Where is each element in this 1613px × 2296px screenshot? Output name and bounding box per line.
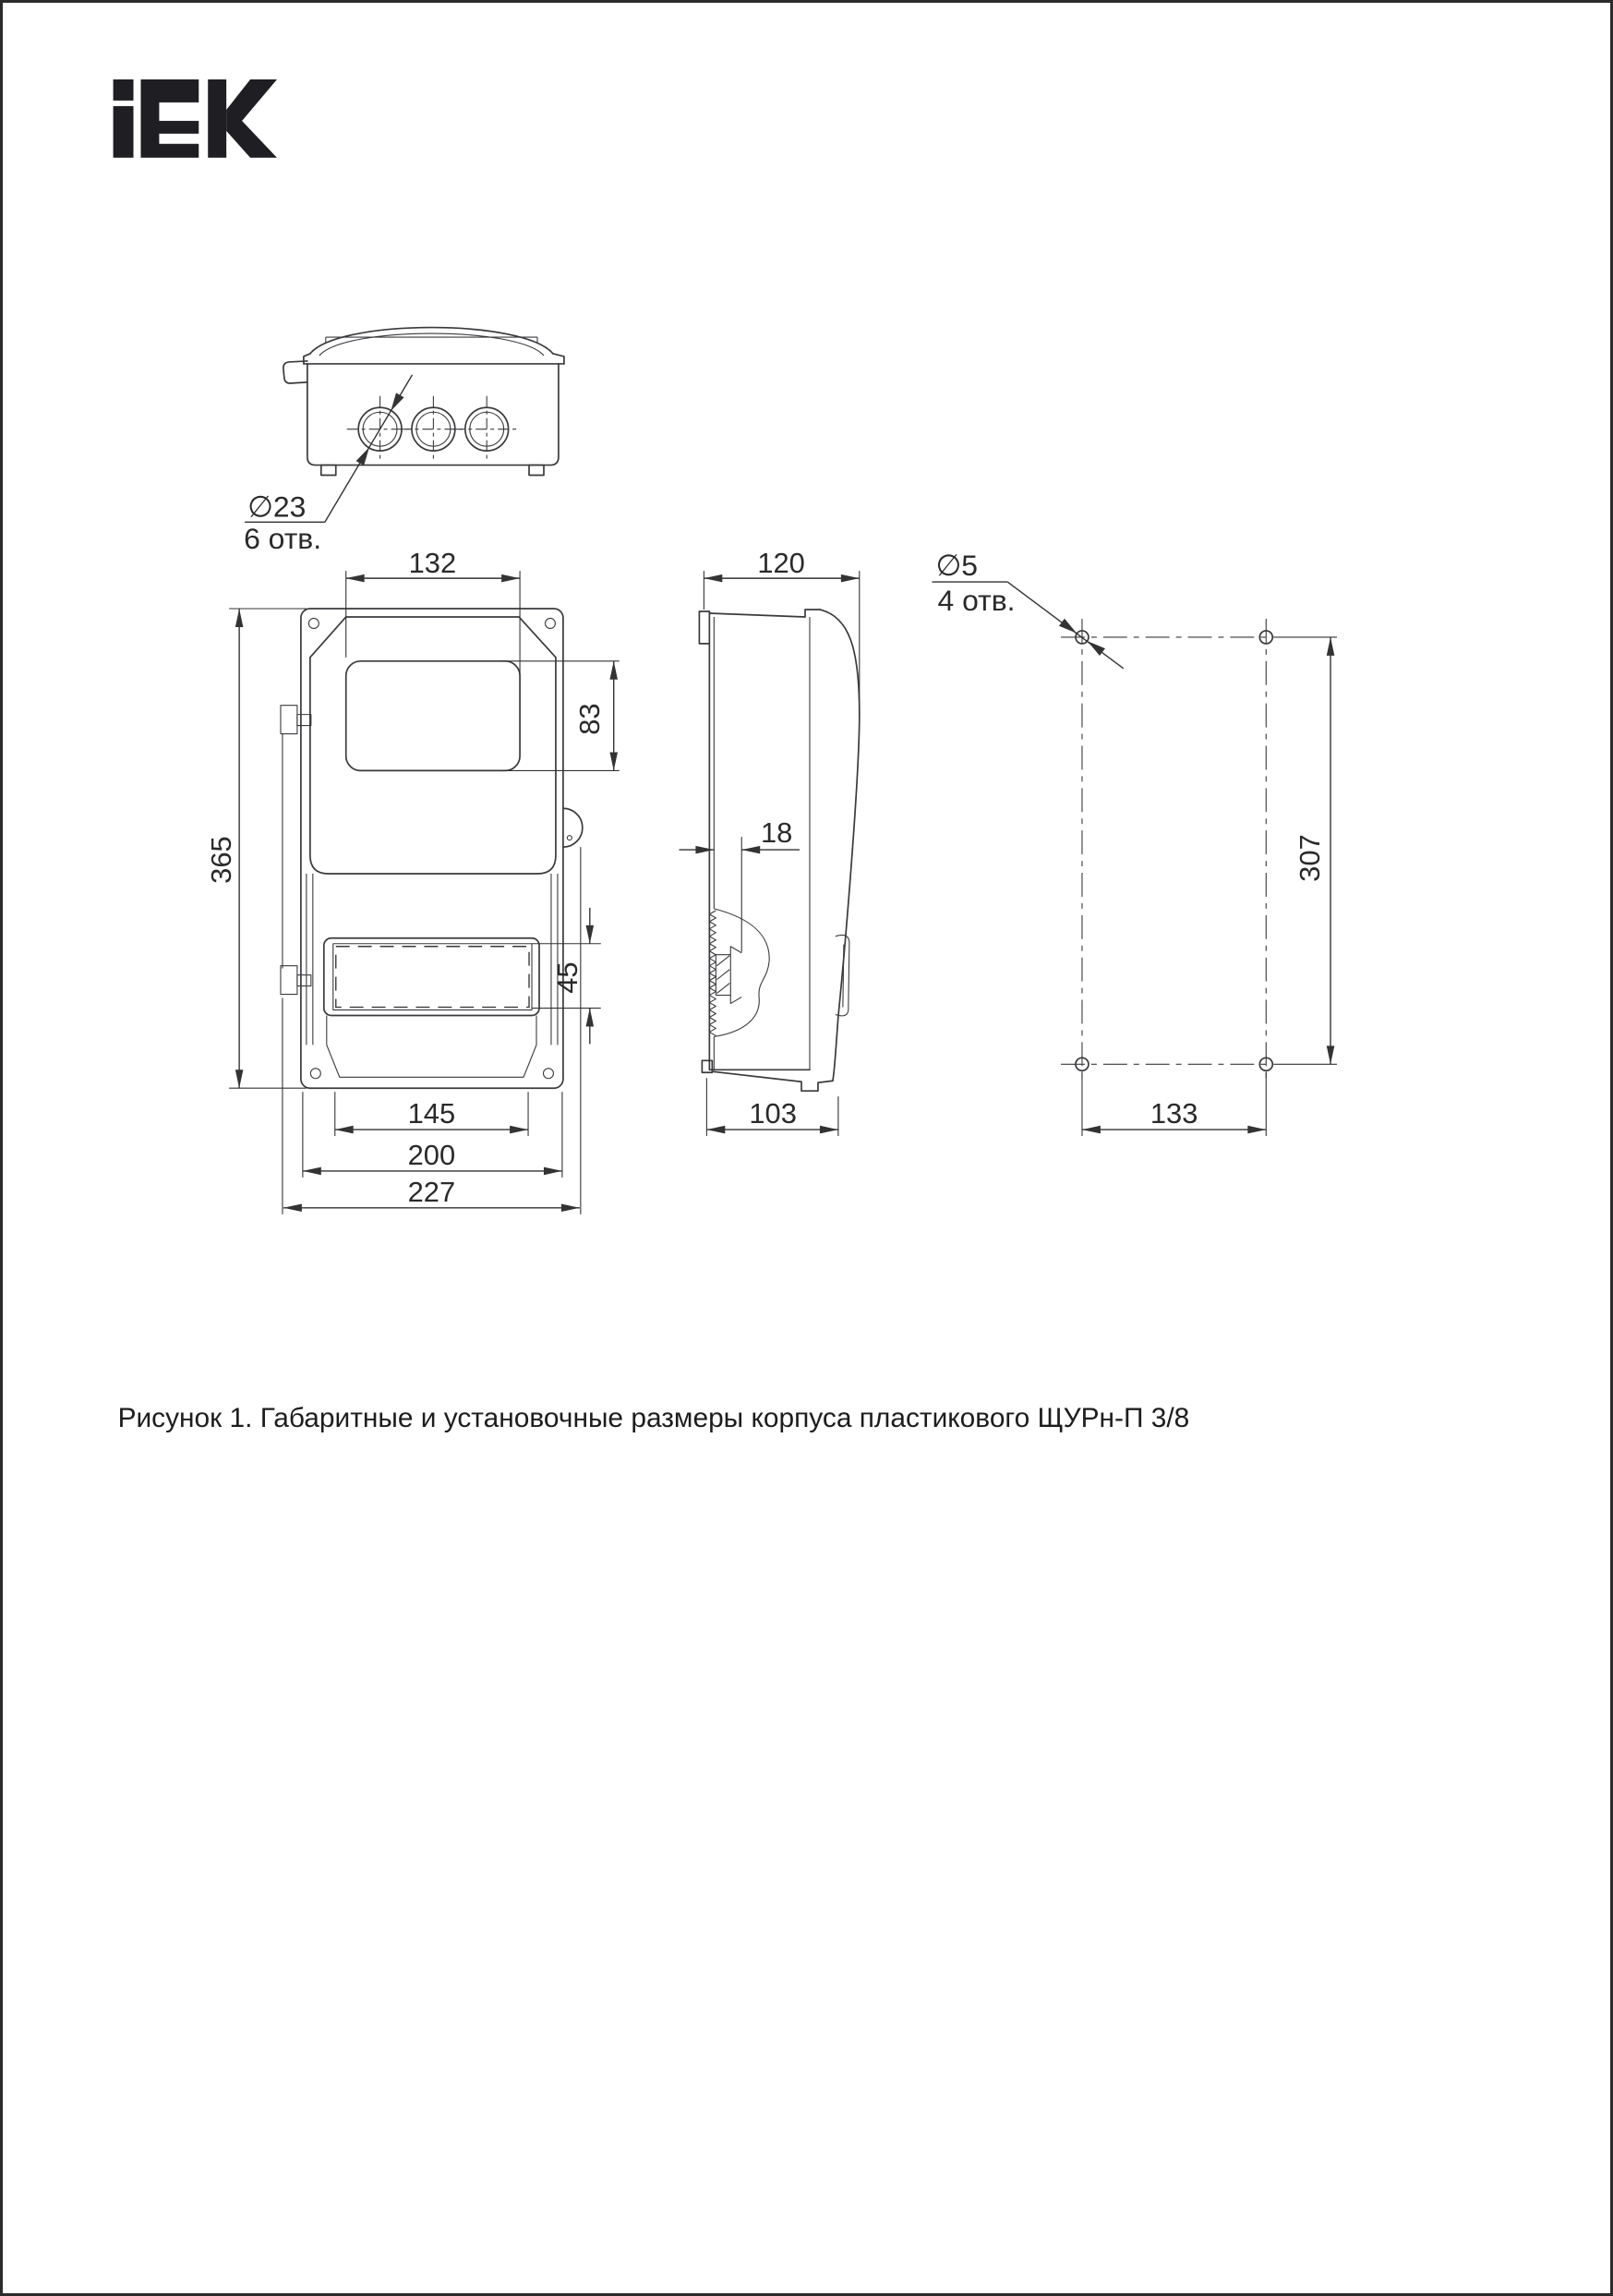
knockout-count-label: 6 отв. [244,522,322,556]
top-view [244,328,564,556]
dim-103-label: 103 [749,1097,797,1130]
door-hinge [563,808,583,847]
dim-132-label: 132 [408,547,457,580]
dim-145-label: 145 [407,1097,456,1130]
dim-307-label: 307 [1294,834,1327,882]
mount-hole-dia-label: ∅5 [935,549,979,583]
dim-133-label: 133 [1150,1097,1198,1130]
mounting-view [933,549,1337,1136]
dim-365-label: 365 [205,836,238,884]
side-view [679,547,859,1136]
figure-caption: Рисунок 1. Габаритные и установочные размеры корпуса пластикового ЩУРн-П 3/8 [117,1402,1190,1433]
dim-83-label: 83 [572,703,606,735]
iek-logo [114,79,277,158]
figure-drawing [3,3,1610,2293]
knockout-dia-label: ∅23 [247,489,307,524]
knockout-holes [347,396,520,463]
din-rail-section [709,909,769,1037]
dim-200-label: 200 [407,1138,456,1171]
dim-45-label: 45 [550,961,584,994]
dim-120-label: 120 [757,547,805,580]
dim-227-label: 227 [407,1175,456,1208]
dim-18-label: 18 [760,816,793,850]
mount-hole-count-label: 4 отв. [937,584,1016,618]
front-view [205,547,620,1214]
